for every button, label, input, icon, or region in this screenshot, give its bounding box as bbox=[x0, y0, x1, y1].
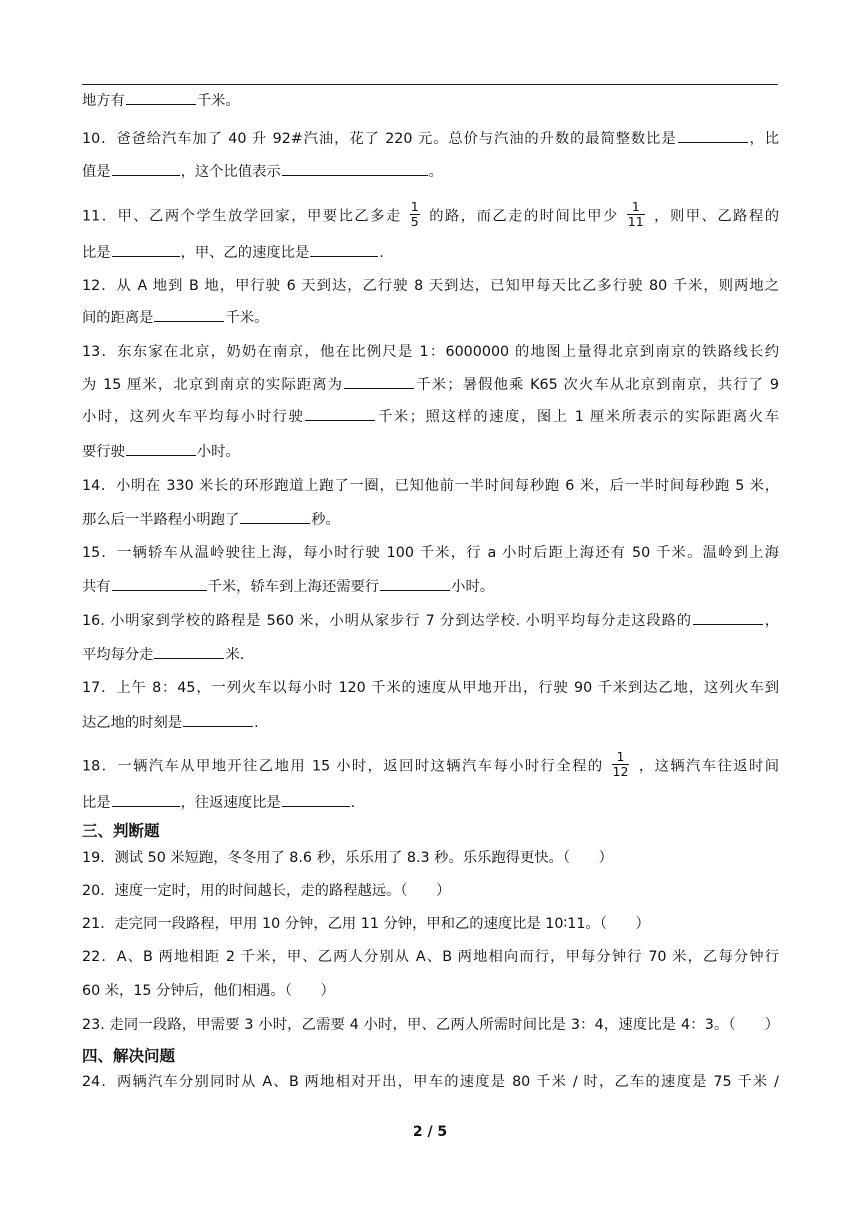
page-number: 2 / 5 bbox=[412, 1124, 448, 1140]
question-16 bbox=[82, 610, 779, 631]
question-13 bbox=[82, 342, 779, 362]
text: . bbox=[379, 245, 384, 261]
section-heading-problem-solving: 四、解决问题 bbox=[82, 1047, 176, 1065]
text: . bbox=[254, 715, 259, 731]
text: 米. bbox=[225, 647, 245, 663]
text: 12．从 A 地到 B 地，甲行驶 6 天到达，乙行驶 8 天到达，已知甲每天比乙多行驶 80 千米，则两地之 bbox=[82, 278, 779, 294]
text: 比是 bbox=[82, 245, 111, 261]
text: 23. 走同一段路，甲需要 3 小时，乙需要 4 小时，甲、乙两人所需时间比是 3：4，速度比是 4：3。（ ） bbox=[82, 1017, 779, 1033]
text: 19．测试 50 米短跑，冬冬用了 8.6 秒，乐乐用了 8.3 秒。乐乐跑得更快。（ ） bbox=[82, 850, 613, 866]
text: 值是 bbox=[82, 164, 111, 180]
answer-blank[interactable] bbox=[282, 792, 350, 807]
question-13-cont-3 bbox=[82, 441, 240, 462]
answer-blank[interactable] bbox=[240, 509, 310, 524]
question-12-cont bbox=[82, 307, 268, 328]
question-13-cont-2 bbox=[82, 406, 779, 427]
answer-blank[interactable] bbox=[310, 242, 378, 257]
text: 千米；暑假他乘 K65 次火车从北京到南京，共行了 9 bbox=[415, 377, 779, 393]
text: 10．爸爸给汽车加了 40 升 92#汽油，花了 220 元。总价与汽油的升数的最简整数比是 bbox=[82, 131, 677, 147]
text: 地方有 bbox=[82, 93, 125, 109]
text: 达乙地的时刻是 bbox=[82, 715, 183, 731]
text: 间的距离是 bbox=[82, 310, 154, 326]
question-15 bbox=[82, 543, 779, 563]
text: 那么后一半路程小明跑了 bbox=[82, 512, 240, 528]
text: . bbox=[350, 795, 356, 811]
text: 千米。 bbox=[196, 93, 240, 109]
fraction-one-fifth bbox=[410, 200, 420, 229]
answer-blank[interactable] bbox=[112, 242, 180, 257]
answer-blank[interactable] bbox=[305, 406, 375, 421]
fraction-one-twelfth bbox=[612, 750, 630, 779]
question-21 bbox=[82, 914, 650, 934]
answer-blank[interactable] bbox=[126, 441, 196, 456]
text: ，则甲、乙路程的 bbox=[652, 208, 780, 225]
question-20 bbox=[82, 881, 450, 901]
question-23 bbox=[82, 1015, 779, 1035]
text: 千米；照这样的速度，图上 1 厘米所表示的实际距离火车 bbox=[376, 409, 779, 425]
question-22 bbox=[82, 947, 779, 967]
answer-blank[interactable] bbox=[154, 307, 224, 322]
text: ，这个比值表示 bbox=[180, 164, 281, 180]
numerator: 1 bbox=[631, 199, 640, 214]
answer-blank[interactable] bbox=[678, 128, 748, 143]
question-22-cont bbox=[82, 981, 335, 1001]
text: ，比 bbox=[748, 131, 779, 147]
text: 17．上午 8：45，一列火车以每小时 120 千米的速度从甲地开出，行驶 90 千米到达乙地，这列火车到 bbox=[82, 680, 779, 696]
text: 小时。 bbox=[196, 444, 240, 460]
answer-blank[interactable] bbox=[344, 374, 414, 389]
text: 。 bbox=[428, 164, 443, 180]
question-12 bbox=[82, 276, 779, 296]
answer-blank[interactable] bbox=[183, 712, 253, 727]
question-9-tail bbox=[82, 90, 240, 111]
text: 的路，而乙走的时间比甲少 bbox=[427, 208, 619, 225]
denominator: 5 bbox=[410, 214, 419, 229]
question-17-cont bbox=[82, 712, 259, 733]
text: 为 15 厘米，北京到南京的实际距离为 bbox=[82, 377, 344, 393]
answer-blank[interactable] bbox=[126, 90, 196, 105]
question-18 bbox=[82, 749, 779, 781]
question-17 bbox=[82, 678, 779, 698]
denominator: 12 bbox=[612, 764, 629, 779]
answer-blank[interactable] bbox=[380, 576, 450, 591]
numerator: 1 bbox=[410, 199, 419, 214]
section-heading-judgement: 三、判断题 bbox=[82, 822, 160, 840]
text: 共有 bbox=[82, 579, 111, 595]
text: ，往返速度比是 bbox=[180, 795, 281, 811]
answer-blank[interactable] bbox=[282, 161, 428, 176]
text: 秒。 bbox=[311, 512, 340, 528]
text: 15．一辆轿车从温岭驶往上海，每小时行驶 100 千米，行 a 小时后距上海还有 50 千米。温岭到上海 bbox=[82, 545, 779, 561]
denominator: 11 bbox=[627, 214, 644, 229]
question-14 bbox=[82, 476, 779, 496]
text: ，这辆汽车往返时间 bbox=[637, 758, 779, 775]
text: 60 米，15 分钟后，他们相遇。（ ） bbox=[82, 983, 335, 999]
text: ， bbox=[763, 613, 779, 629]
numerator: 1 bbox=[616, 749, 625, 764]
text: 比是 bbox=[82, 795, 111, 811]
text: 小时，这列火车平均每小时行驶 bbox=[82, 409, 305, 425]
question-15-cont bbox=[82, 576, 494, 597]
answer-blank[interactable] bbox=[112, 576, 207, 591]
question-14-cont bbox=[82, 509, 340, 530]
question-24 bbox=[82, 1072, 779, 1092]
answer-blank[interactable] bbox=[112, 792, 180, 807]
question-11 bbox=[82, 199, 780, 231]
text: 平均每分走 bbox=[82, 647, 154, 663]
text: ，甲、乙的速度比是 bbox=[180, 245, 310, 261]
text: 千米，轿车到上海还需要行 bbox=[207, 579, 380, 595]
text: 24．两辆汽车分别同时从 A、B 两地相对开出，甲车的速度是 80 千米 / 时，乙车的速度是 75 千米 / bbox=[82, 1074, 779, 1090]
question-11-cont bbox=[82, 242, 384, 263]
text: 18．一辆汽车从甲地开往乙地用 15 小时，返回时这辆汽车每小时行全程的 bbox=[82, 758, 604, 775]
text: 20．速度一定时，用的时间越长，走的路程越远。（ ） bbox=[82, 883, 451, 899]
text: 13．东东家在北京，奶奶在南京，他在比例尺是 1：6000000 的地图上量得北京到南京的铁路线长约 bbox=[82, 344, 779, 360]
text: 千米。 bbox=[225, 310, 269, 326]
text: 11．甲、乙两个学生放学回家，甲要比乙多走 bbox=[82, 208, 402, 225]
question-10-cont bbox=[82, 161, 443, 182]
question-16-cont bbox=[82, 644, 244, 665]
text: 小时。 bbox=[451, 579, 495, 595]
answer-blank[interactable] bbox=[154, 644, 224, 659]
header-rule bbox=[82, 84, 778, 85]
answer-blank[interactable] bbox=[112, 161, 180, 176]
text: 16. 小明家到学校的路程是 560 米，小明从家步行 7 分到达学校. 小明平均每分走这段路的 bbox=[82, 613, 692, 629]
question-10 bbox=[82, 128, 779, 149]
text: 22．A、B 两地相距 2 千米，甲、乙两人分别从 A、B 两地相向而行，甲每分钟行 70 米，乙每分钟行 bbox=[82, 949, 779, 965]
text: 要行驶 bbox=[82, 444, 125, 460]
answer-blank[interactable] bbox=[693, 610, 763, 625]
question-13-cont-1 bbox=[82, 374, 779, 395]
question-19 bbox=[82, 848, 613, 868]
text: 14．小明在 330 米长的环形跑道上跑了一圈，已知他前一半时间每秒跑 6 米，后一半时间每秒跑 5 米， bbox=[82, 478, 779, 494]
fraction-one-eleventh bbox=[627, 200, 645, 229]
question-18-cont bbox=[82, 792, 355, 813]
text: 21．走完同一段路程，甲用 10 分钟，乙用 11 分钟，甲和乙的速度比是 10∶11。（ ） bbox=[82, 916, 650, 932]
